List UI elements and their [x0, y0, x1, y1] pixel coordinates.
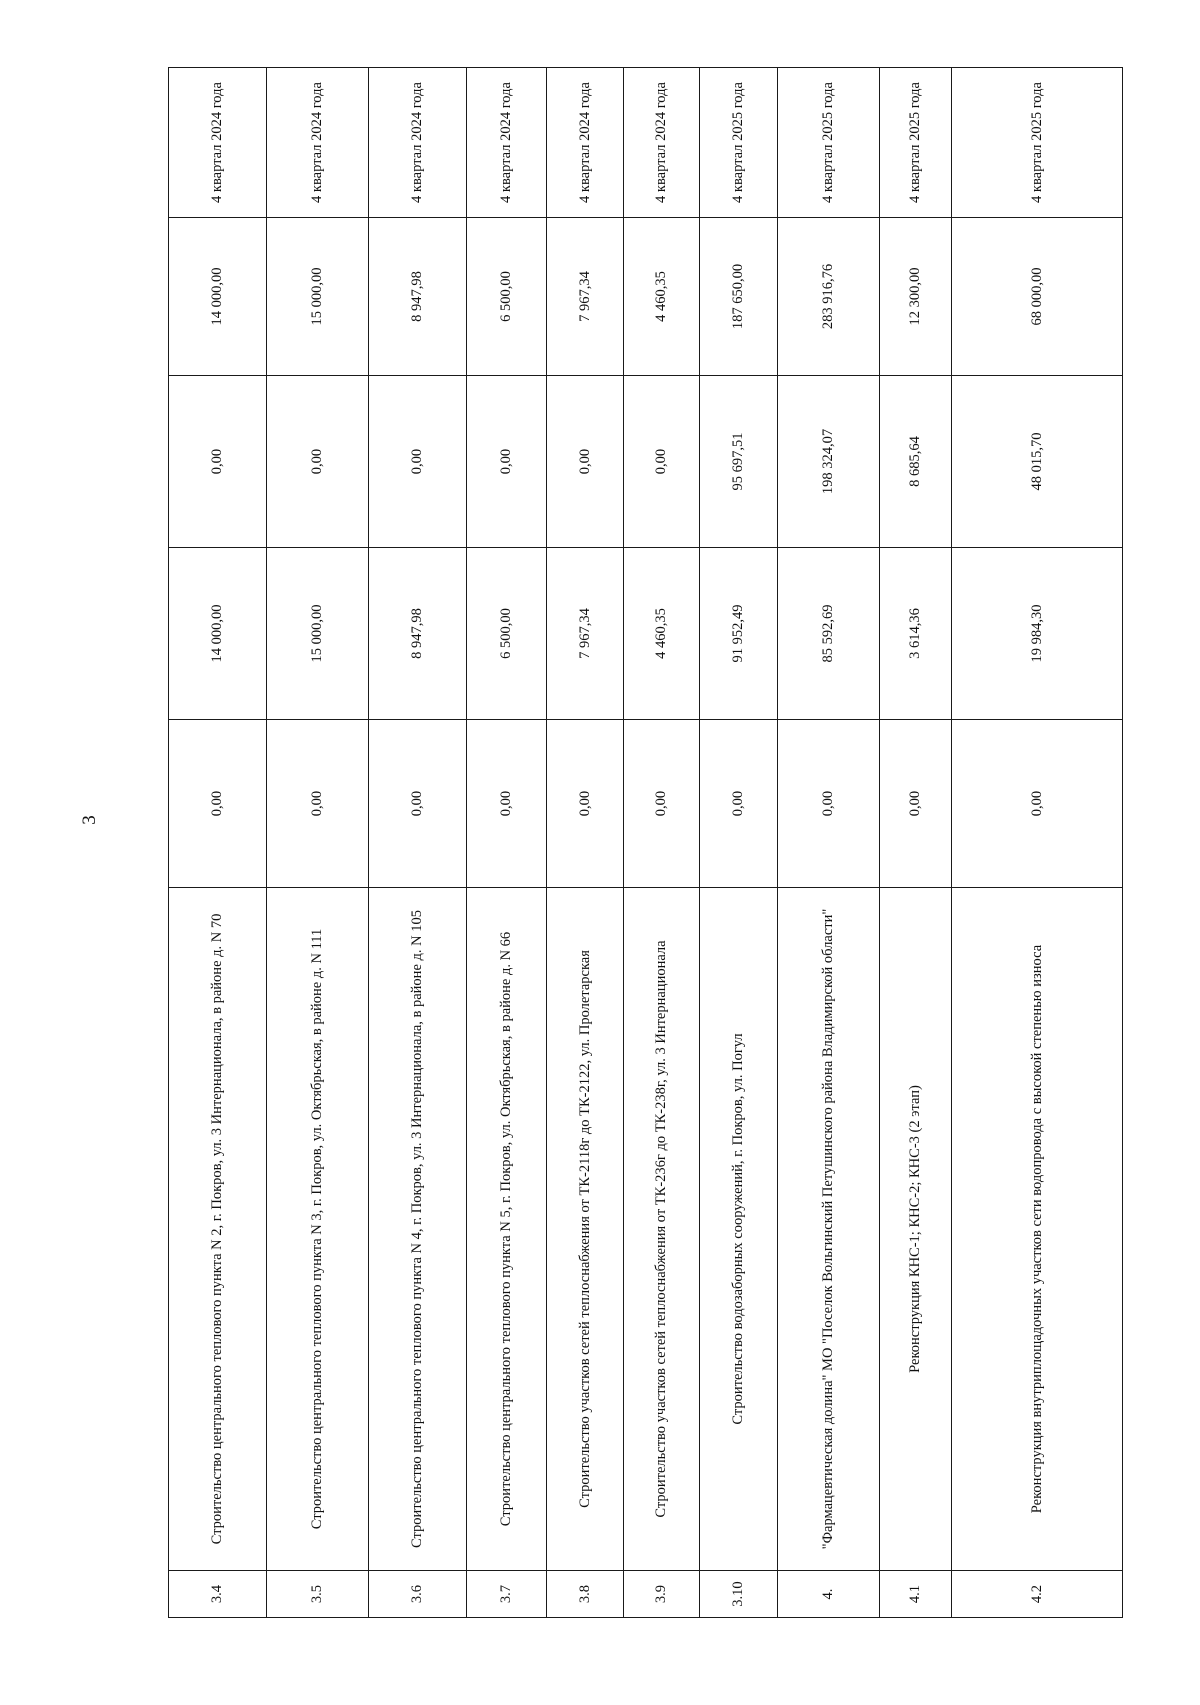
- project-name-cell: "Фармацевтическая долина" МО "Поселок Вольгинский Петушинского района Владимирской области": [778, 888, 880, 1571]
- row-number-cell: 3.10: [700, 1571, 778, 1618]
- row-number-cell: 3.7: [467, 1571, 547, 1618]
- completion-period-cell: 4 квартал 2024 года: [267, 68, 369, 218]
- completion-period-cell: 4 квартал 2025 года: [880, 68, 952, 218]
- row-number-cell: 4.1: [880, 1571, 952, 1618]
- amount-cell-3: 0,00: [369, 376, 467, 548]
- project-name-cell: Реконструкция внутриплощадочных участков сети водопровода с высокой степенью износа: [952, 888, 1123, 1571]
- completion-period-cell: 4 квартал 2024 года: [369, 68, 467, 218]
- total-amount-cell: 4 460,35: [624, 218, 700, 376]
- amount-cell-2: 8 947,98: [369, 548, 467, 720]
- amount-cell-1: 0,00: [369, 720, 467, 888]
- page-number: 3: [79, 815, 100, 825]
- total-amount-cell: 15 000,00: [267, 218, 369, 376]
- amount-cell-2: 19 984,30: [952, 548, 1123, 720]
- amount-cell-2: 15 000,00: [267, 548, 369, 720]
- completion-period-cell: 4 квартал 2025 года: [952, 68, 1123, 218]
- table-row: [547, 68, 624, 1618]
- completion-period-cell: 4 квартал 2024 года: [467, 68, 547, 218]
- amount-cell-3: 198 324,07: [778, 376, 880, 548]
- amount-cell-3: 0,00: [169, 376, 267, 548]
- total-amount-cell: 68 000,00: [952, 218, 1123, 376]
- amount-cell-2: 4 460,35: [624, 548, 700, 720]
- total-amount-cell: 7 967,34: [547, 218, 624, 376]
- amount-cell-1: 0,00: [952, 720, 1123, 888]
- table-row: [467, 68, 547, 1618]
- total-amount-cell: 187 650,00: [700, 218, 778, 376]
- amount-cell-1: 0,00: [778, 720, 880, 888]
- amount-cell-1: 0,00: [467, 720, 547, 888]
- row-number-cell: 3.5: [267, 1571, 369, 1618]
- amount-cell-2: 85 592,69: [778, 548, 880, 720]
- project-name-cell: Строительство центрального теплового пункта N 4, г. Покров, ул. 3 Интернационала, в районе д. N 105: [369, 888, 467, 1571]
- completion-period-cell: 4 квартал 2025 года: [700, 68, 778, 218]
- amount-cell-2: 7 967,34: [547, 548, 624, 720]
- table-row: [952, 68, 1123, 1618]
- table-row: [369, 68, 467, 1618]
- amount-cell-3: 0,00: [267, 376, 369, 548]
- amount-cell-1: 0,00: [169, 720, 267, 888]
- total-amount-cell: 14 000,00: [169, 218, 267, 376]
- row-number-cell: 3.9: [624, 1571, 700, 1618]
- row-number-cell: 3.8: [547, 1571, 624, 1618]
- completion-period-cell: 4 квартал 2025 года: [778, 68, 880, 218]
- total-amount-cell: 12 300,00: [880, 218, 952, 376]
- amount-cell-1: 0,00: [267, 720, 369, 888]
- amount-cell-1: 0,00: [547, 720, 624, 888]
- total-amount-cell: 6 500,00: [467, 218, 547, 376]
- project-name-cell: Строительство центрального теплового пункта N 3, г. Покров, ул. Октябрьская, в районе д. N 111: [267, 888, 369, 1571]
- project-name-cell: Строительство центрального теплового пункта N 2, г. Покров, ул. 3 Интернационала, в районе д. N 70: [169, 888, 267, 1571]
- project-name-cell: Строительство центрального теплового пункта N 5, г. Покров, ул. Октябрьская, в районе д. N 66: [467, 888, 547, 1571]
- amount-cell-3: 0,00: [547, 376, 624, 548]
- amount-cell-2: 14 000,00: [169, 548, 267, 720]
- amount-cell-3: 95 697,51: [700, 376, 778, 548]
- table-row: [267, 68, 369, 1618]
- table-row: [880, 68, 952, 1618]
- amount-cell-2: 91 952,49: [700, 548, 778, 720]
- project-name-cell: Строительство водозаборных сооружений, г. Покров, ул. Погул: [700, 888, 778, 1571]
- table-row: [700, 68, 778, 1618]
- row-number-cell: 3.4: [169, 1571, 267, 1618]
- table-row: [778, 68, 880, 1618]
- amount-cell-3: 8 685,64: [880, 376, 952, 548]
- completion-period-cell: 4 квартал 2024 года: [624, 68, 700, 218]
- amount-cell-3: 0,00: [624, 376, 700, 548]
- amount-cell-1: 0,00: [880, 720, 952, 888]
- amount-cell-1: 0,00: [624, 720, 700, 888]
- amount-cell-1: 0,00: [700, 720, 778, 888]
- amount-cell-2: 3 614,36: [880, 548, 952, 720]
- row-number-cell: 4.: [778, 1571, 880, 1618]
- total-amount-cell: 283 916,76: [778, 218, 880, 376]
- completion-period-cell: 4 квартал 2024 года: [169, 68, 267, 218]
- row-number-cell: 4.2: [952, 1571, 1123, 1618]
- total-amount-cell: 8 947,98: [369, 218, 467, 376]
- table-row: [169, 68, 267, 1618]
- project-name-cell: Строительство участков сетей теплоснабжения от ТК-2118г до ТК-2122, ул. Пролетарская: [547, 888, 624, 1571]
- rotated-table-container: [168, 68, 1122, 1618]
- amount-cell-2: 6 500,00: [467, 548, 547, 720]
- completion-period-cell: 4 квартал 2024 года: [547, 68, 624, 218]
- amount-cell-3: 0,00: [467, 376, 547, 548]
- row-number-cell: 3.6: [369, 1571, 467, 1618]
- project-name-cell: Реконструкция КНС-1; КНС-2; КНС-3 (2 этап): [880, 888, 952, 1571]
- table-row: [624, 68, 700, 1618]
- project-name-cell: Строительство участков сетей теплоснабжения от ТК-236г до ТК-238г, ул. 3 Интернационала: [624, 888, 700, 1571]
- amount-cell-3: 48 015,70: [952, 376, 1123, 548]
- budget-table: [168, 67, 1123, 1618]
